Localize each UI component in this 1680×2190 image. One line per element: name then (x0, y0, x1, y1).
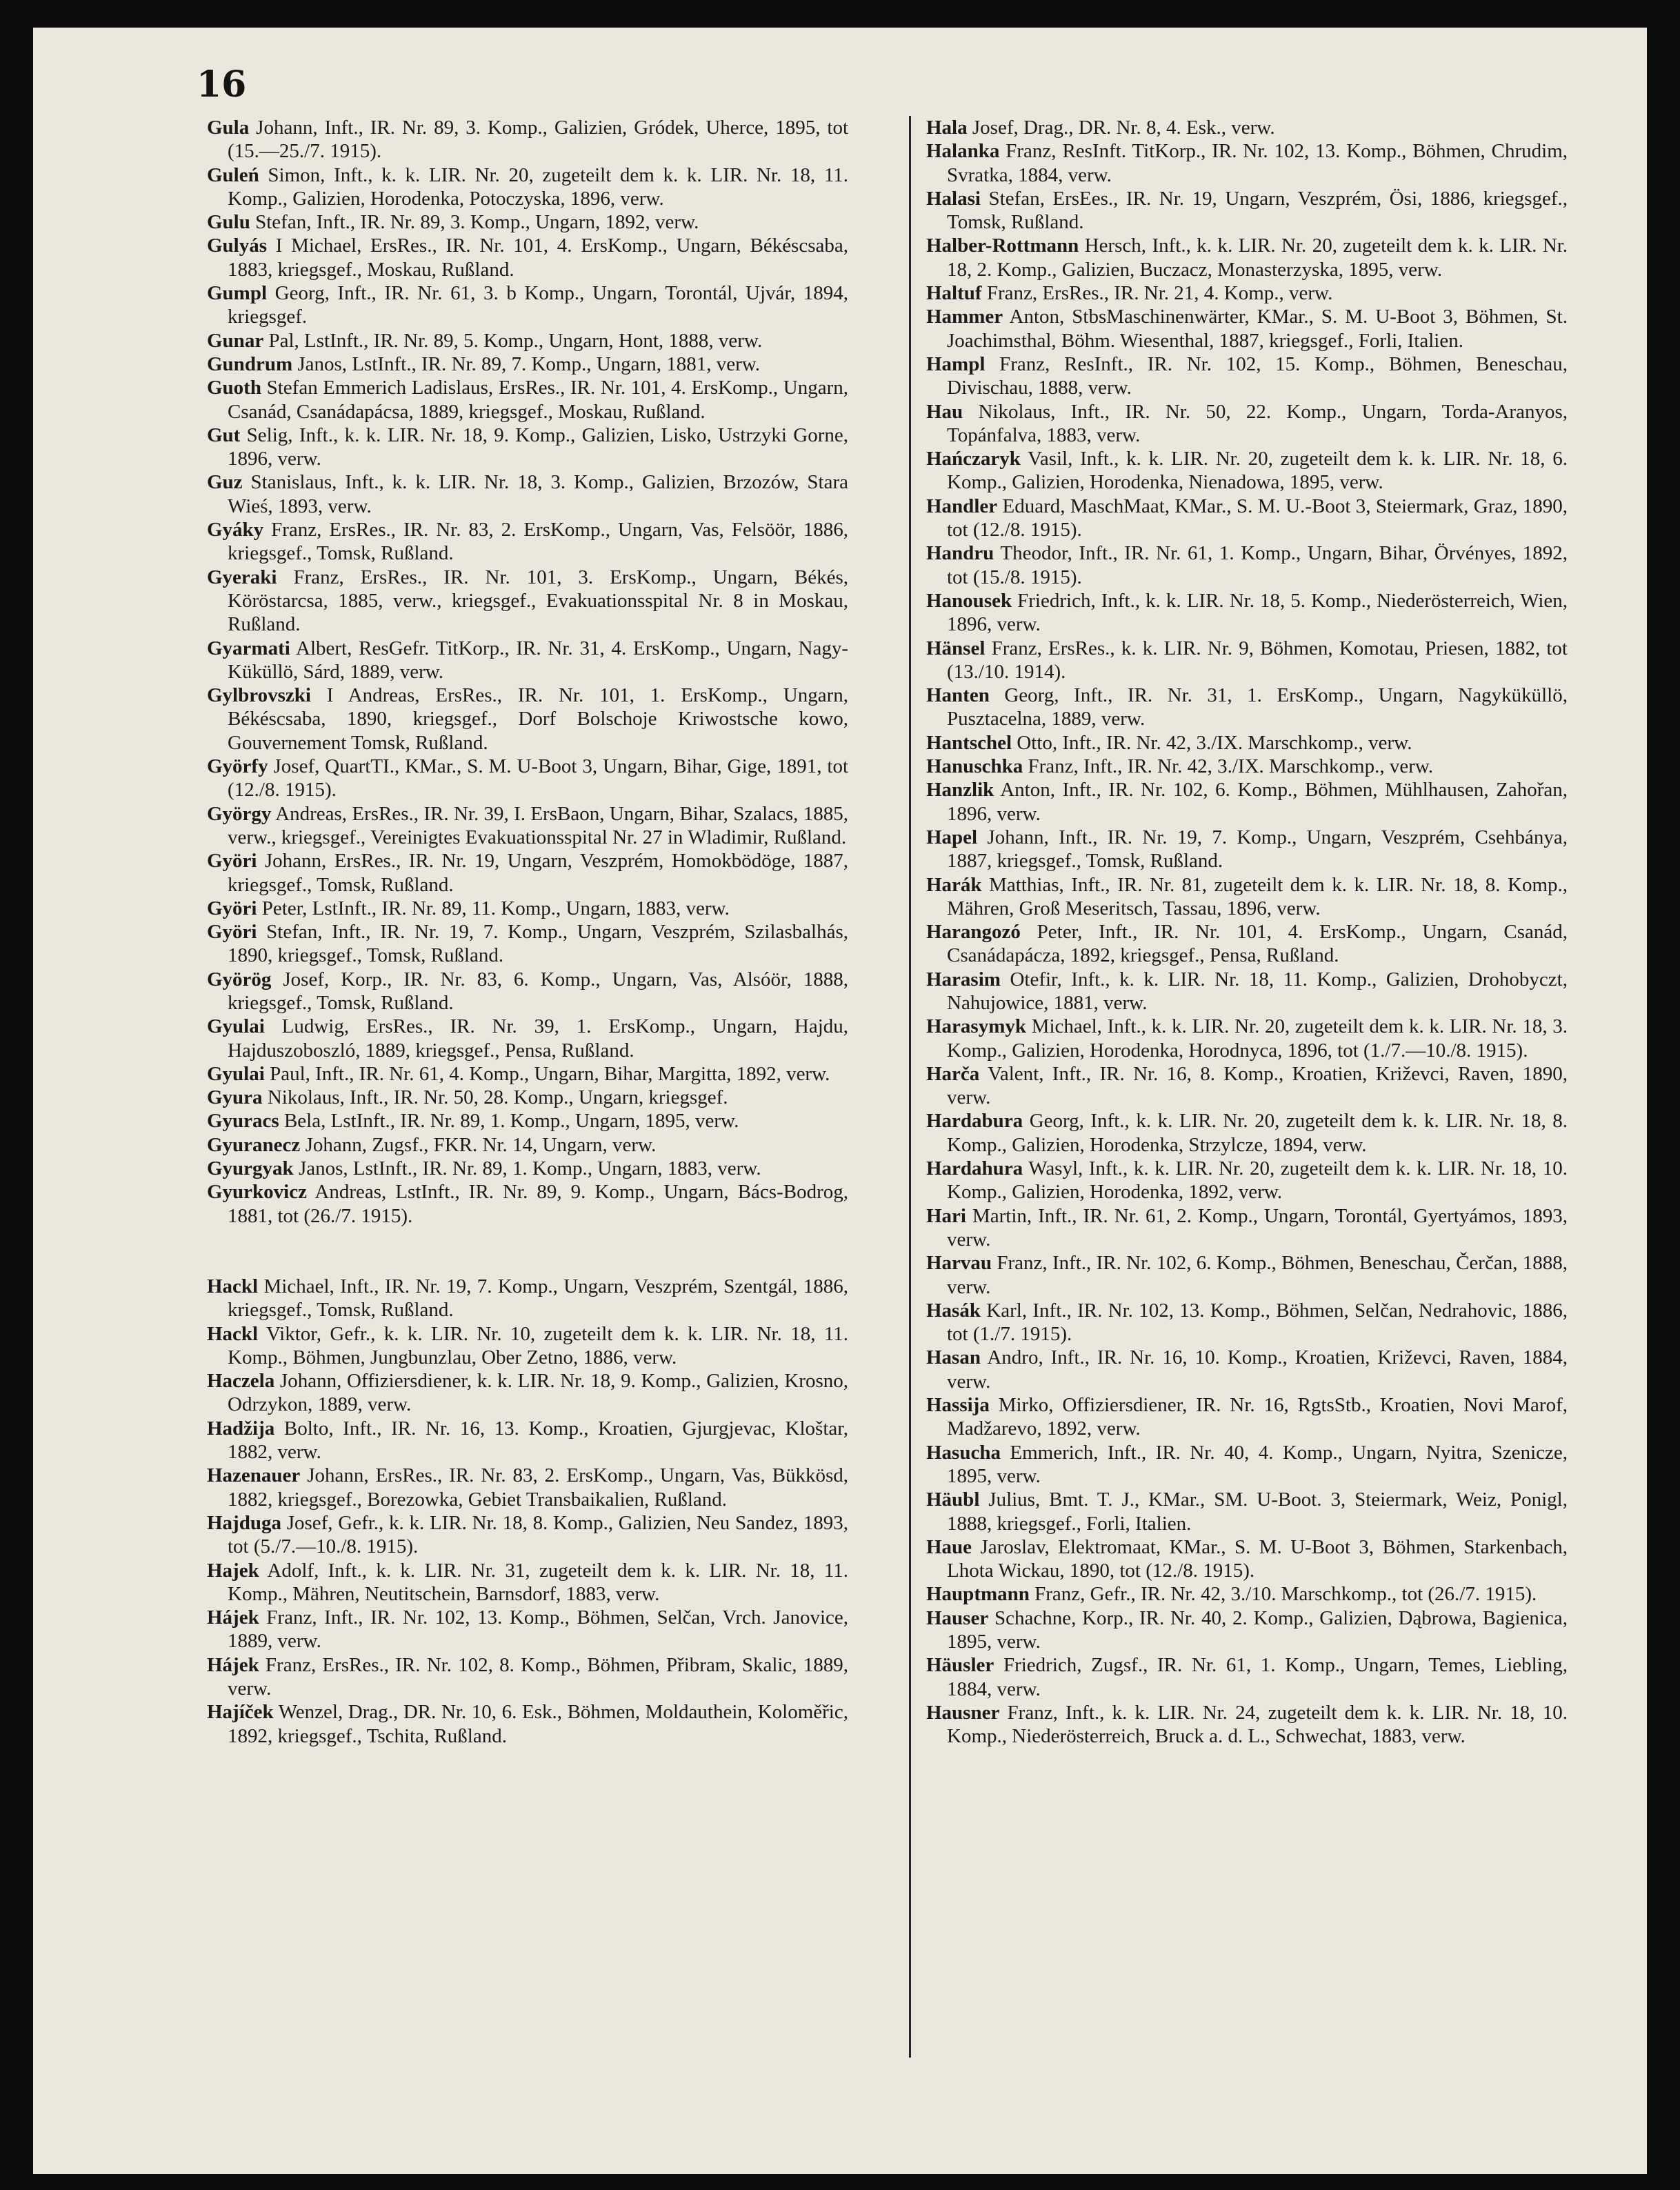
roll-entry (926, 826, 1568, 873)
entry-details: Johann, ErsRes., IR. Nr. 19, Ungarn, Veszprém, Homokbödöge, 1887, kriegsgef., Tomsk, Rußland. (228, 850, 848, 896)
roll-entry (207, 1464, 848, 1511)
entry-surname: Hájek (207, 1606, 259, 1629)
entry-details: Johann, ErsRes., IR. Nr. 83, 2. ErsKomp., Ungarn, Vas, Bükkösd, 1882, kriegsgef., Borezowka, Gebiet Transbaikalien, Rußland. (228, 1464, 848, 1511)
roll-entry (926, 352, 1568, 400)
roll-entry (926, 1441, 1568, 1489)
roll-entry (207, 1606, 848, 1653)
entry-details: Franz, ErsRes., k. k. LIR. Nr. 9, Böhmen, Komotau, Priesen, 1882, tot (13./10. 1914). (947, 637, 1568, 683)
roll-entry (207, 470, 848, 518)
entry-details: Josef, Drag., DR. Nr. 8, 4. Esk., verw. (967, 117, 1275, 139)
entry-surname: Hammer (926, 306, 1003, 328)
entry-surname: Hanuschka (926, 755, 1023, 778)
entry-details: Janos, LstInft., IR. Nr. 89, 7. Komp., Ungarn, 1881, verw. (292, 352, 761, 375)
entry-surname: Hasucha (926, 1441, 1001, 1464)
entry-details: Adolf, Inft., k. k. LIR. Nr. 31, zugeteilt dem k. k. LIR. Nr. 18, 11. Komp., Mähren, Neutitschein, Barnsdorf, 1883, verw. (228, 1559, 848, 1605)
entry-details: Stefan, Inft., IR. Nr. 89, 3. Komp., Ungarn, 1892, verw. (250, 211, 699, 234)
entry-details: Josef, Korp., IR. Nr. 83, 6. Komp., Ungarn, Vas, Alsóör, 1888, kriegsgef., Tomsk, Rußland. (228, 968, 848, 1014)
entry-details: Paul, Inft., IR. Nr. 61, 4. Komp., Ungarn, Bihar, Margitta, 1892, verw. (264, 1062, 830, 1085)
entry-details: Ludwig, ErsRes., IR. Nr. 39, 1. ErsKomp., Ungarn, Hajdu, Hajduszoboszló, 1889, kriegsgef., Pensa, Rußland. (228, 1015, 848, 1062)
entry-details: Pal, LstInft., IR. Nr. 89, 5. Komp., Ungarn, Hont, 1888, verw. (263, 329, 763, 352)
roll-entry (207, 1086, 848, 1109)
entry-surname: Gula (207, 117, 250, 139)
entry-details: Friedrich, Inft., k. k. LIR. Nr. 18, 5. Komp., Niederösterreich, Wien, 1896, verw. (947, 589, 1568, 636)
roll-entry (207, 968, 848, 1015)
entry-surname: Györfy (207, 755, 268, 778)
roll-entry (926, 778, 1568, 826)
entry-details: Johann, Inft., IR. Nr. 89, 3. Komp., Galizien, Gródek, Uherce, 1895, tot (15.—25./7. 1915). (228, 117, 848, 163)
entry-details: Julius, Bmt. T. J., KMar., SM. U-Boot. 3, Steiermark, Weiz, Ponigl, 1888, kriegsgef., Forli, Italien. (947, 1489, 1568, 1535)
entry-surname: Harasymyk (926, 1015, 1026, 1038)
entry-details: Selig, Inft., k. k. LIR. Nr. 18, 9. Komp., Galizien, Lisko, Ustrzyki Gorne, 1896, verw. (228, 424, 848, 470)
entry-surname: Handru (926, 542, 994, 565)
roll-entry (207, 1700, 848, 1748)
entry-surname: Györi (207, 921, 257, 944)
entry-details: I Michael, ErsRes., IR. Nr. 101, 4. ErsKomp., Ungarn, Békéscsaba, 1883, kriegsgef., Moskau, Rußland. (228, 235, 848, 281)
roll-entry (926, 495, 1568, 542)
entry-surname: Handler (926, 495, 998, 517)
entry-surname: Hauptmann (926, 1583, 1030, 1606)
roll-entry (207, 1062, 848, 1086)
entry-details: Andreas, ErsRes., IR. Nr. 39, I. ErsBaon, Ungarn, Bihar, Szalacs, 1885, verw., kriegsgef., Vereinigtes Evakuationsspital Nr. 27 in Wladimir, Rußland. (228, 802, 848, 848)
entry-surname: Gulu (207, 211, 250, 234)
entry-details: Franz, Inft., IR. Nr. 42, 3./IX. Marschkomp., verw. (1023, 755, 1434, 778)
roll-entry (207, 1369, 848, 1417)
entry-surname: Hajíček (207, 1701, 274, 1724)
roll-entry (926, 920, 1568, 968)
entry-surname: Hampl (926, 352, 986, 375)
entry-surname: Gut (207, 424, 241, 446)
roll-entry (207, 424, 848, 471)
roll-entry (926, 1606, 1568, 1654)
entry-surname: György (207, 802, 272, 825)
roll-entry (926, 968, 1568, 1015)
entry-surname: Hausner (926, 1701, 1000, 1724)
entry-details: Valent, Inft., IR. Nr. 16, 8. Komp., Kroatien, Križevci, Raven, 1890, verw. (947, 1062, 1568, 1109)
entry-details: Franz, ErsRes., IR. Nr. 21, 4. Komp., verw. (981, 282, 1333, 305)
entry-surname: Hanten (926, 684, 990, 707)
roll-entry (207, 1157, 848, 1180)
entry-surname: Harča (926, 1062, 980, 1085)
roll-entry (207, 1417, 848, 1464)
roll-entry (207, 802, 848, 850)
entry-details: Michael, Inft., IR. Nr. 19, 7. Komp., Ungarn, Veszprém, Szentgál, 1886, kriegsgef., Tomsk, Rußland. (228, 1275, 848, 1322)
roll-entry (926, 1346, 1568, 1393)
entry-surname: Hasan (926, 1346, 981, 1369)
entry-surname: Gyuranecz (207, 1133, 301, 1156)
entry-details: Theodor, Inft., IR. Nr. 61, 1. Komp., Ungarn, Bihar, Örvényes, 1892, tot (15./8. 1915). (947, 542, 1568, 588)
entry-surname: Hańczaryk (926, 448, 1021, 470)
roll-entry (926, 1535, 1568, 1583)
entry-surname: Hau (926, 400, 963, 423)
entry-details: Otefir, Inft., k. k. LIR. Nr. 18, 11. Komp., Galizien, Drohobyczt, Nahujowice, 1881, verw. (947, 968, 1568, 1014)
roll-entry (926, 541, 1568, 589)
entry-surname: Guz (207, 471, 243, 494)
entry-details: Matthias, Inft., IR. Nr. 81, zugeteilt dem k. k. LIR. Nr. 18, 8. Komp., Mähren, Groß Meseritsch, Tassau, 1896, verw. (947, 873, 1568, 919)
roll-entry (926, 1251, 1568, 1299)
entry-surname: Harangozó (926, 921, 1021, 944)
entry-surname: Gumpl (207, 282, 268, 305)
right-column (926, 116, 1568, 1748)
entry-details: Wasyl, Inft., k. k. LIR. Nr. 20, zugeteilt dem k. k. LIR. Nr. 18, 10. Komp., Galizien, Horodenka, 1892, verw. (947, 1157, 1568, 1204)
entry-surname: Hardahura (926, 1157, 1023, 1180)
entry-details: Anton, StbsMaschinenwärter, KMar., S. M. U-Boot 3, Böhmen, St. Joachimsthal, Böhm. Wiesenthal, 1887, kriegsgef., Forli, Italien. (947, 306, 1568, 352)
roll-entry (926, 637, 1568, 684)
entry-details: Franz, Inft., IR. Nr. 102, 13. Komp., Böhmen, Selčan, Vrch. Janovice, 1889, verw. (228, 1606, 848, 1653)
entry-surname: Gyura (207, 1086, 263, 1109)
entry-surname: Guoth (207, 377, 261, 399)
entry-details: Franz, Inft., IR. Nr. 102, 6. Komp., Böhmen, Beneschau, Čerčan, 1888, verw. (947, 1252, 1568, 1298)
roll-entry (207, 755, 848, 802)
roll-entry (926, 281, 1568, 305)
entry-details: Stefan, ErsEes., IR. Nr. 19, Ungarn, Veszprém, Ösi, 1886, kriegsgef., Tomsk, Rußland. (947, 187, 1568, 234)
entry-details: Franz, ErsRes., IR. Nr. 101, 3. ErsKomp., Ungarn, Békés, Köröstarcsa, 1885, verw., kriegsgef., Evakuationsspital Nr. 8 in Moskau, Rußland. (228, 566, 848, 636)
entry-surname: Hajek (207, 1559, 259, 1582)
roll-entry (207, 1322, 848, 1370)
roll-entry (207, 1653, 848, 1701)
roll-entry (926, 234, 1568, 281)
entry-details: Andreas, LstInft., IR. Nr. 89, 9. Komp., Ungarn, Bács-Bodrog, 1881, tot (26./7. 1915). (228, 1181, 848, 1227)
entry-details: Franz, ResInft., IR. Nr. 102, 15. Komp., Böhmen, Beneschau, Divischau, 1888, verw. (947, 352, 1568, 399)
entry-details: I Andreas, ErsRes., IR. Nr. 101, 1. ErsKomp., Ungarn, Békéscsaba, 1890, kriegsgef., Dorf Bolschoje Kriwostsche kowo, Gouvernement Tomsk, Rußland. (228, 684, 848, 754)
section-gap (207, 1228, 848, 1275)
entry-details: Janos, LstInft., IR. Nr. 89, 1. Komp., Ungarn, 1883, verw. (293, 1157, 761, 1180)
entry-surname: Hanousek (926, 589, 1012, 612)
entry-surname: Haue (926, 1535, 972, 1558)
entry-surname: Halanka (926, 140, 1000, 163)
roll-entry (207, 849, 848, 897)
entry-details: Andro, Inft., IR. Nr. 16, 10. Komp., Kroatien, Križevci, Raven, 1884, verw. (947, 1346, 1568, 1393)
entry-details: Wenzel, Drag., DR. Nr. 10, 6. Esk., Böhmen, Moldauthein, Koloměřic, 1892, kriegsgef., Tschita, Rußland. (228, 1701, 848, 1747)
entry-details: Franz, ErsRes., IR. Nr. 102, 8. Komp., Böhmen, Přibram, Skalic, 1889, verw. (228, 1653, 848, 1700)
entry-details: Emmerich, Inft., IR. Nr. 40, 4. Komp., Ungarn, Nyitra, Szenicze, 1895, verw. (947, 1441, 1568, 1487)
entry-details: Nikolaus, Inft., IR. Nr. 50, 22. Komp., Ungarn, Torda-Aranyos, Topánfalva, 1883, verw. (947, 400, 1568, 446)
page-number: 16 (197, 63, 247, 106)
roll-entry (926, 731, 1568, 755)
roll-entry (207, 1180, 848, 1228)
entry-surname: Gyulai (207, 1015, 265, 1038)
entry-surname: Harvau (926, 1252, 992, 1275)
entry-surname: Hackl (207, 1275, 259, 1297)
entry-surname: Györög (207, 968, 272, 991)
roll-entry (207, 210, 848, 234)
entry-surname: Häusler (926, 1654, 994, 1677)
roll-entry (207, 376, 848, 424)
roll-entry (926, 1109, 1568, 1157)
roll-entry (207, 1109, 848, 1133)
entry-surname: Gunar (207, 329, 264, 352)
entry-details: Jaroslav, Elektromaat, KMar., S. M. U-Boot 3, Böhmen, Starkenbach, Lhota Wickau, 1890, tot (12./8. 1915). (947, 1535, 1568, 1582)
entry-surname: Harasim (926, 968, 1001, 991)
entry-details: Stanislaus, Inft., k. k. LIR. Nr. 18, 3. Komp., Galizien, Brzozów, Stara Wieś, 1893, verw. (228, 471, 848, 517)
entry-surname: Gyáky (207, 519, 264, 541)
entry-surname: Gyarmati (207, 637, 290, 659)
entry-surname: Gulyás (207, 235, 268, 257)
entry-surname: Hackl (207, 1322, 259, 1345)
entry-details: Hersch, Inft., k. k. LIR. Nr. 20, zugeteilt dem k. k. LIR. Nr. 18, 2. Komp., Galizien, Buczacz, Monasterzyska, 1895, verw. (947, 235, 1568, 281)
roll-entry (207, 281, 848, 329)
entry-details: Bolto, Inft., IR. Nr. 16, 13. Komp., Kroatien, Gjurgjevac, Kloštar, 1882, verw. (228, 1417, 848, 1464)
entry-details: Johann, Offiziersdiener, k. k. LIR. Nr. 18, 9. Komp., Galizien, Krosno, Odrzykon, 1889, verw. (228, 1370, 848, 1416)
entry-details: Michael, Inft., k. k. LIR. Nr. 20, zugeteilt dem k. k. LIR. Nr. 18, 3. Komp., Galizien, Horodenka, Horodnyca, 1896, tot (1./7.—10./8. 1915). (947, 1015, 1568, 1062)
entry-surname: Hazenauer (207, 1464, 301, 1487)
roll-entry (207, 163, 848, 211)
roll-entry (207, 1559, 848, 1606)
entry-surname: Gundrum (207, 352, 293, 375)
entry-details: Simon, Inft., k. k. LIR. Nr. 20, zugeteilt dem k. k. LIR. Nr. 18, 11. Komp., Galizien, Horodenka, Potoczyska, 1896, verw. (228, 163, 848, 210)
column-divider (909, 116, 911, 2058)
entry-details: Franz, ErsRes., IR. Nr. 83, 2. ErsKomp., Ungarn, Vas, Felsöör, 1886, kriegsgef., Tomsk, Rußland. (228, 519, 848, 565)
entry-surname: Hanzlik (926, 779, 994, 802)
entry-details: Peter, LstInft., IR. Nr. 89, 11. Komp., Ungarn, 1883, verw. (257, 897, 730, 919)
roll-entry (926, 1015, 1568, 1062)
roll-entry (926, 1062, 1568, 1110)
entry-details: Albert, ResGefr. TitKorp., IR. Nr. 31, 4. ErsKomp., Ungarn, Nagy-Küküllö, Sárd, 1889, verw. (228, 637, 848, 683)
roll-entry (926, 187, 1568, 235)
roll-entry (207, 684, 848, 755)
entry-surname: Gyuracs (207, 1110, 279, 1133)
entry-surname: Hadžija (207, 1417, 275, 1440)
entry-surname: Györi (207, 897, 257, 919)
entry-surname: Hasák (926, 1299, 981, 1322)
entry-surname: Hantschel (926, 731, 1012, 754)
roll-entry (926, 400, 1568, 448)
roll-entry (926, 873, 1568, 921)
roll-entry (926, 1701, 1568, 1749)
entry-details: Franz, Gefr., IR. Nr. 42, 3./10. Marschkomp., tot (26./7. 1915). (1029, 1583, 1537, 1606)
entry-surname: Hauser (926, 1606, 989, 1629)
roll-entry (207, 1133, 848, 1157)
roll-entry (207, 637, 848, 684)
roll-entry (926, 1488, 1568, 1535)
entry-details: Georg, Inft., IR. Nr. 31, 1. ErsKomp., Ungarn, Nagyküküllö, Pusztacelna, 1889, verw. (947, 684, 1568, 730)
entry-details: Josef, QuartTI., KMar., S. M. U-Boot 3, Ungarn, Bihar, Gige, 1891, tot (12./8. 1915). (228, 755, 848, 802)
roll-entry (926, 1299, 1568, 1346)
entry-details: Mirko, Offiziersdiener, IR. Nr. 16, RgtsStb., Kroatien, Novi Marof, Madžarevo, 1892, verw. (947, 1394, 1568, 1440)
roll-entry (207, 1511, 848, 1559)
entry-details: Nikolaus, Inft., IR. Nr. 50, 28. Komp., Ungarn, kriegsgef. (262, 1086, 728, 1109)
roll-entry (207, 352, 848, 376)
entry-details: Josef, Gefr., k. k. LIR. Nr. 18, 8. Komp., Galizien, Neu Sandez, 1893, tot (5./7.—10./8. 1915). (228, 1511, 848, 1558)
entry-surname: Hassija (926, 1394, 990, 1417)
roll-entry (926, 1582, 1568, 1606)
entry-details: Stefan Emmerich Ladislaus, ErsRes., IR. Nr. 101, 4. ErsKomp., Ungarn, Csanád, Csanádapácsa, 1889, kriegsgef., Moskau, Rußland. (228, 377, 848, 423)
entry-details: Johann, Inft., IR. Nr. 19, 7. Komp., Ungarn, Veszprém, Csehbánya, 1887, kriegsgef., Tomsk, Rußland. (947, 826, 1568, 873)
roll-entry (926, 684, 1568, 731)
roll-entry (926, 589, 1568, 637)
entry-details: Vasil, Inft., k. k. LIR. Nr. 20, zugeteilt dem k. k. LIR. Nr. 18, 6. Komp., Galizien, Horodenka, Nienadowa, 1895, verw. (947, 448, 1568, 494)
roll-entry (926, 139, 1568, 187)
roll-entry (207, 897, 848, 920)
entry-surname: Györi (207, 850, 257, 873)
roll-entry (926, 1393, 1568, 1441)
entry-surname: Hájek (207, 1653, 259, 1676)
entry-details: Bela, LstInft., IR. Nr. 89, 1. Komp., Ungarn, 1895, verw. (279, 1110, 739, 1133)
entry-surname: Harák (926, 873, 982, 896)
entry-surname: Halasi (926, 187, 981, 210)
roll-entry (207, 518, 848, 566)
roll-entry (926, 1653, 1568, 1701)
entry-surname: Gyurgyak (207, 1157, 294, 1180)
entry-details: Otto, Inft., IR. Nr. 42, 3./IX. Marschkomp., verw. (1012, 731, 1412, 754)
entry-details: Friedrich, Zugsf., IR. Nr. 61, 1. Komp., Ungarn, Temes, Liebling, 1884, verw. (947, 1654, 1568, 1700)
entry-surname: Haltuf (926, 282, 982, 305)
roll-entry (926, 1157, 1568, 1204)
entry-details: Peter, Inft., IR. Nr. 101, 4. ErsKomp., Ungarn, Csanád, Csanádapácza, 1892, kriegsgef., Pensa, Rußland. (947, 921, 1568, 967)
entry-surname: Hajduga (207, 1511, 281, 1534)
roll-entry (207, 329, 848, 352)
roll-entry (207, 1275, 848, 1322)
entry-surname: Gyeraki (207, 566, 277, 588)
roll-entry (207, 566, 848, 637)
entry-details: Georg, Inft., k. k. LIR. Nr. 20, zugeteilt dem k. k. LIR. Nr. 18, 8. Komp., Galizien, Horodenka, Strzylcze, 1894, verw. (947, 1110, 1568, 1156)
roll-entry (926, 116, 1568, 139)
entry-details: Stefan, Inft., IR. Nr. 19, 7. Komp., Ungarn, Veszprém, Szilasbalhás, 1890, kriegsgef., Tomsk, Rußland. (228, 921, 848, 967)
entry-details: Viktor, Gefr., k. k. LIR. Nr. 10, zugeteilt dem k. k. LIR. Nr. 18, 11. Komp., Böhmen, Jungbunzlau, Ober Zetno, 1886, verw. (228, 1322, 848, 1368)
entry-surname: Hänsel (926, 637, 986, 659)
roll-entry (207, 1015, 848, 1062)
entry-details: Martin, Inft., IR. Nr. 61, 2. Komp., Ungarn, Torontál, Gyertyámos, 1893, verw. (947, 1204, 1568, 1251)
roll-entry (207, 234, 848, 281)
entry-details: Georg, Inft., IR. Nr. 61, 3. b Komp., Ungarn, Torontál, Ujvár, 1894, kriegsgef. (228, 282, 848, 328)
entry-surname: Häubl (926, 1489, 980, 1511)
entry-details: Eduard, MaschMaat, KMar., S. M. U.-Boot 3, Steiermark, Graz, 1890, tot (12./8. 1915). (947, 495, 1568, 541)
roll-entry (926, 447, 1568, 495)
entry-surname: Hari (926, 1204, 966, 1227)
entry-surname: Hardabura (926, 1110, 1023, 1133)
entry-surname: Hala (926, 117, 968, 139)
entry-details: Schachne, Korp., IR. Nr. 40, 2. Komp., Galizien, Dąbrowa, Bagienica, 1895, verw. (947, 1606, 1568, 1653)
entry-surname: Guleń (207, 163, 259, 186)
entry-surname: Gyulai (207, 1062, 265, 1085)
roll-entry (207, 116, 848, 163)
entry-details: Karl, Inft., IR. Nr. 102, 13. Komp., Böhmen, Selčan, Nedrahovic, 1886, tot (1./7. 1915). (947, 1299, 1568, 1346)
left-column (207, 116, 848, 1748)
entry-details: Franz, ResInft. TitKorp., IR. Nr. 102, 13. Komp., Böhmen, Chrudim, Svratka, 1884, verw. (947, 140, 1568, 186)
entry-details: Anton, Inft., IR. Nr. 102, 6. Komp., Böhmen, Mühlhausen, Zahořan, 1896, verw. (947, 779, 1568, 825)
roll-entry (926, 305, 1568, 352)
entry-details: Johann, Zugsf., FKR. Nr. 14, Ungarn, verw. (300, 1133, 657, 1156)
roll-entry (926, 755, 1568, 778)
entry-surname: Haczela (207, 1370, 275, 1393)
entry-surname: Gyurkovicz (207, 1181, 307, 1204)
roll-entry (207, 920, 848, 968)
entry-surname: Hapel (926, 826, 978, 848)
entry-details: Franz, Inft., k. k. LIR. Nr. 24, zugeteilt dem k. k. LIR. Nr. 18, 10. Komp., Niederösterreich, Bruck a. d. L., Schwechat, 1883, verw. (947, 1701, 1568, 1748)
entry-surname: Gylbrovszki (207, 684, 311, 707)
roll-entry (926, 1204, 1568, 1252)
entry-surname: Halber-Rottmann (926, 235, 1079, 257)
